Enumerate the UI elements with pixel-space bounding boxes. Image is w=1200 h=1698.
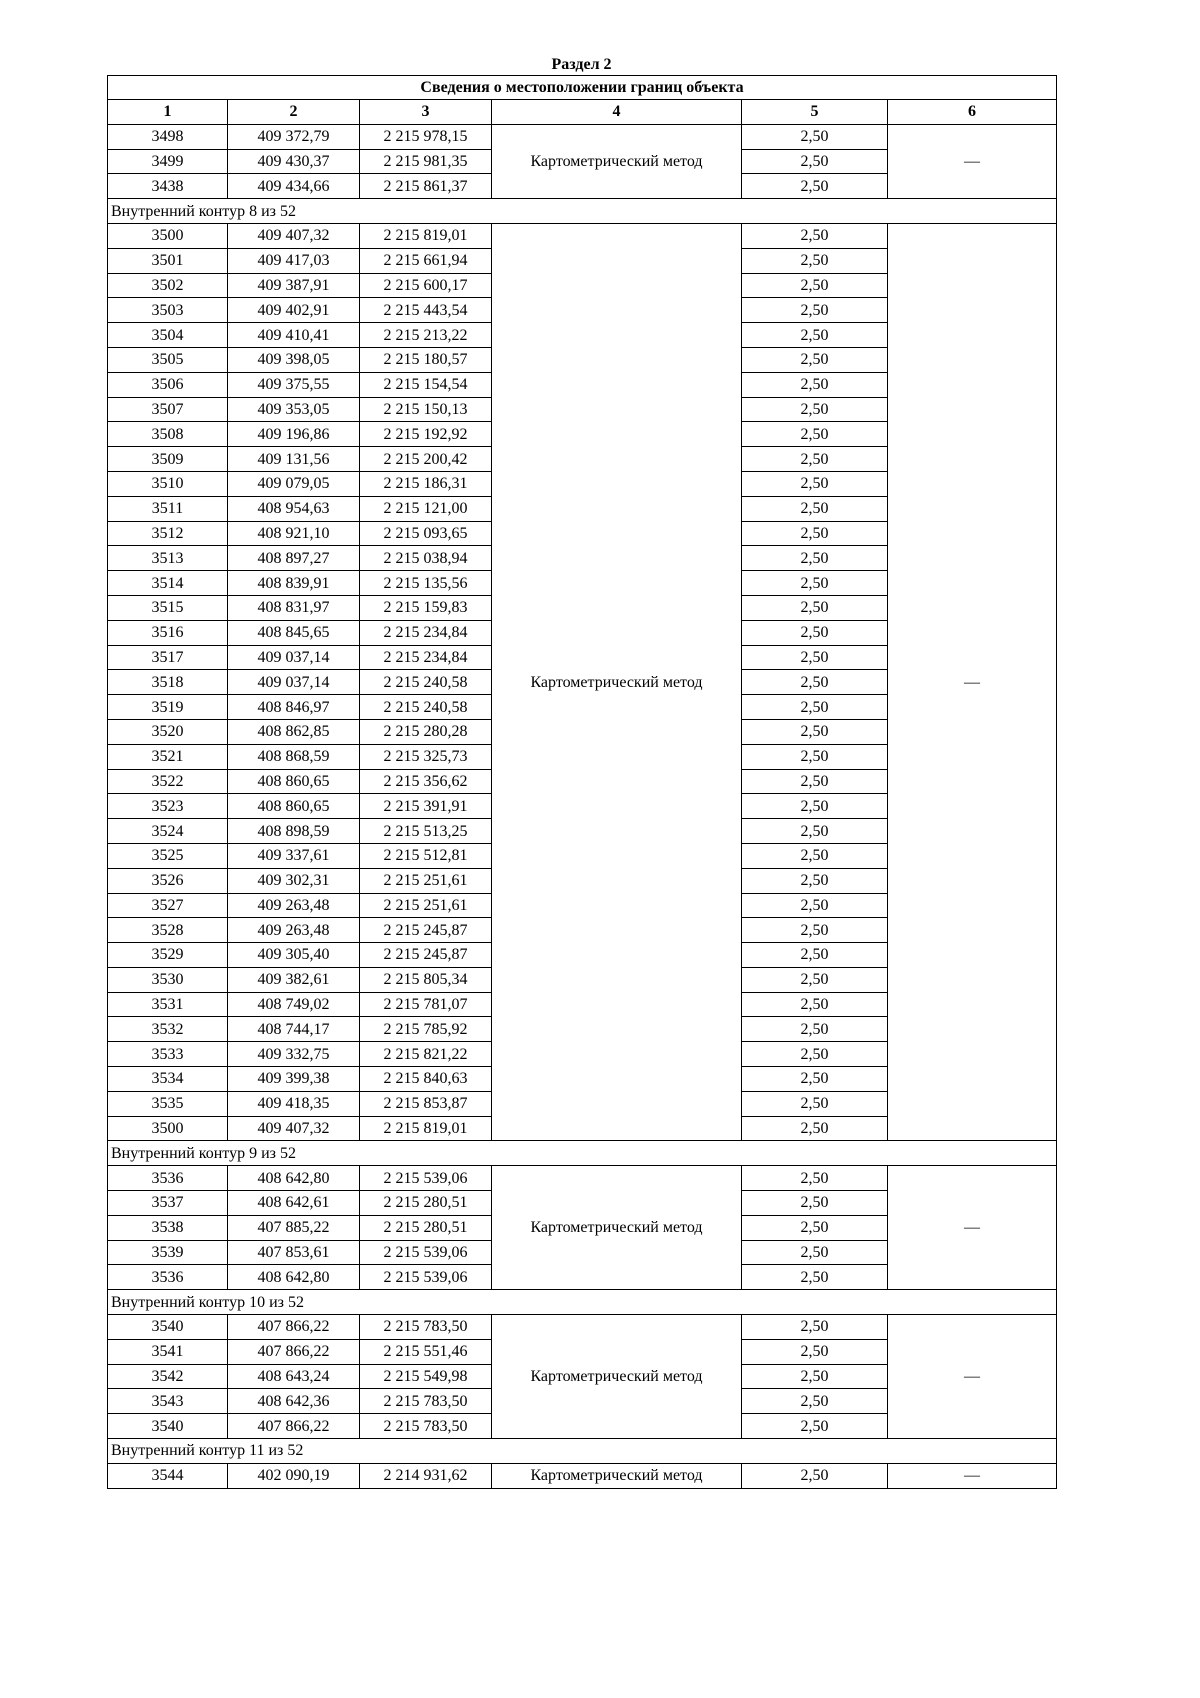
- point-number-cell: 3542: [108, 1364, 228, 1389]
- accuracy-cell: 2,50: [742, 918, 888, 943]
- point-number-cell: 3530: [108, 967, 228, 992]
- contour-label: Внутренний контур 10 из 52: [108, 1290, 1057, 1315]
- x-coordinate-cell: 409 434,66: [228, 174, 360, 199]
- x-coordinate-cell: 408 862,85: [228, 719, 360, 744]
- y-coordinate-cell: 2 215 121,00: [360, 496, 492, 521]
- point-number-cell: 3540: [108, 1315, 228, 1340]
- point-number-cell: 3501: [108, 248, 228, 273]
- accuracy-cell: 2,50: [742, 521, 888, 546]
- contour-header-row: [108, 1439, 1057, 1464]
- x-coordinate-cell: 408 831,97: [228, 595, 360, 620]
- point-number-cell: 3543: [108, 1389, 228, 1414]
- accuracy-cell: 2,50: [742, 670, 888, 695]
- x-coordinate-cell: 408 642,80: [228, 1166, 360, 1191]
- column-header: 4: [492, 100, 742, 125]
- column-header: 3: [360, 100, 492, 125]
- point-number-cell: 3527: [108, 893, 228, 918]
- y-coordinate-cell: 2 215 135,56: [360, 571, 492, 596]
- y-coordinate-cell: 2 215 539,06: [360, 1166, 492, 1191]
- contour-header-row: [108, 199, 1057, 224]
- point-number-cell: 3513: [108, 546, 228, 571]
- accuracy-cell: 2,50: [742, 769, 888, 794]
- accuracy-cell: 2,50: [742, 1414, 888, 1439]
- y-coordinate-cell: 2 215 240,58: [360, 695, 492, 720]
- point-number-cell: 3533: [108, 1042, 228, 1067]
- accuracy-cell: 2,50: [742, 422, 888, 447]
- x-coordinate-cell: 408 642,80: [228, 1265, 360, 1290]
- accuracy-cell: 2,50: [742, 1191, 888, 1216]
- accuracy-cell: 2,50: [742, 744, 888, 769]
- point-number-cell: 3506: [108, 372, 228, 397]
- table-header-row: [108, 100, 1057, 125]
- accuracy-cell: 2,50: [742, 323, 888, 348]
- x-coordinate-cell: 409 302,31: [228, 868, 360, 893]
- accuracy-cell: 2,50: [742, 819, 888, 844]
- x-coordinate-cell: 409 410,41: [228, 323, 360, 348]
- accuracy-cell: 2,50: [742, 174, 888, 199]
- x-coordinate-cell: 402 090,19: [228, 1463, 360, 1488]
- method-cell: Картометрический метод: [492, 124, 742, 198]
- y-coordinate-cell: 2 215 180,57: [360, 347, 492, 372]
- y-coordinate-cell: 2 215 539,06: [360, 1240, 492, 1265]
- y-coordinate-cell: 2 215 200,42: [360, 447, 492, 472]
- y-coordinate-cell: 2 215 240,58: [360, 670, 492, 695]
- y-coordinate-cell: 2 215 391,91: [360, 794, 492, 819]
- column-header: 6: [888, 100, 1057, 125]
- x-coordinate-cell: 409 305,40: [228, 943, 360, 968]
- accuracy-cell: 2,50: [742, 1091, 888, 1116]
- point-number-cell: 3498: [108, 124, 228, 149]
- method-cell: Картометрический метод: [492, 1166, 742, 1290]
- point-number-cell: 3503: [108, 298, 228, 323]
- point-number-cell: 3534: [108, 1067, 228, 1092]
- point-number-cell: 3514: [108, 571, 228, 596]
- column-header: 5: [742, 100, 888, 125]
- x-coordinate-cell: 408 642,61: [228, 1191, 360, 1216]
- point-number-cell: 3528: [108, 918, 228, 943]
- accuracy-cell: 2,50: [742, 645, 888, 670]
- accuracy-cell: 2,50: [742, 1315, 888, 1340]
- y-coordinate-cell: 2 215 805,34: [360, 967, 492, 992]
- point-number-cell: 3502: [108, 273, 228, 298]
- accuracy-cell: 2,50: [742, 843, 888, 868]
- x-coordinate-cell: 409 131,56: [228, 447, 360, 472]
- x-coordinate-cell: 407 866,22: [228, 1315, 360, 1340]
- y-coordinate-cell: 2 214 931,62: [360, 1463, 492, 1488]
- point-number-cell: 3438: [108, 174, 228, 199]
- y-coordinate-cell: 2 215 245,87: [360, 943, 492, 968]
- table-row: [108, 124, 1057, 149]
- accuracy-cell: 2,50: [742, 1116, 888, 1141]
- y-coordinate-cell: 2 215 234,84: [360, 620, 492, 645]
- y-coordinate-cell: 2 215 513,25: [360, 819, 492, 844]
- y-coordinate-cell: 2 215 783,50: [360, 1389, 492, 1414]
- x-coordinate-cell: 409 079,05: [228, 471, 360, 496]
- method-cell: Картометрический метод: [492, 223, 742, 1140]
- accuracy-cell: 2,50: [742, 124, 888, 149]
- x-coordinate-cell: 408 868,59: [228, 744, 360, 769]
- x-coordinate-cell: 408 744,17: [228, 1017, 360, 1042]
- y-coordinate-cell: 2 215 280,51: [360, 1191, 492, 1216]
- y-coordinate-cell: 2 215 186,31: [360, 471, 492, 496]
- point-number-cell: 3536: [108, 1166, 228, 1191]
- accuracy-cell: 2,50: [742, 620, 888, 645]
- accuracy-cell: 2,50: [742, 149, 888, 174]
- x-coordinate-cell: 407 885,22: [228, 1215, 360, 1240]
- x-coordinate-cell: 408 643,24: [228, 1364, 360, 1389]
- accuracy-cell: 2,50: [742, 1042, 888, 1067]
- y-coordinate-cell: 2 215 251,61: [360, 868, 492, 893]
- x-coordinate-cell: 409 372,79: [228, 124, 360, 149]
- y-coordinate-cell: 2 215 280,51: [360, 1215, 492, 1240]
- accuracy-cell: 2,50: [742, 248, 888, 273]
- column-header: 1: [108, 100, 228, 125]
- accuracy-cell: 2,50: [742, 1067, 888, 1092]
- x-coordinate-cell: 409 387,91: [228, 273, 360, 298]
- x-coordinate-cell: 409 263,48: [228, 893, 360, 918]
- y-coordinate-cell: 2 215 819,01: [360, 1116, 492, 1141]
- accuracy-cell: 2,50: [742, 695, 888, 720]
- description-cell: —: [888, 223, 1057, 1140]
- contour-label: Внутренний контур 8 из 52: [108, 199, 1057, 224]
- x-coordinate-cell: 409 375,55: [228, 372, 360, 397]
- accuracy-cell: 2,50: [742, 992, 888, 1017]
- point-number-cell: 3523: [108, 794, 228, 819]
- x-coordinate-cell: 409 398,05: [228, 347, 360, 372]
- y-coordinate-cell: 2 215 443,54: [360, 298, 492, 323]
- table-caption: Сведения о местоположении границ объекта: [108, 76, 1057, 100]
- accuracy-cell: 2,50: [742, 471, 888, 496]
- y-coordinate-cell: 2 215 093,65: [360, 521, 492, 546]
- y-coordinate-cell: 2 215 821,22: [360, 1042, 492, 1067]
- x-coordinate-cell: 407 853,61: [228, 1240, 360, 1265]
- x-coordinate-cell: 409 418,35: [228, 1091, 360, 1116]
- description-cell: —: [888, 1463, 1057, 1488]
- accuracy-cell: 2,50: [742, 1339, 888, 1364]
- description-cell: —: [888, 1315, 1057, 1439]
- y-coordinate-cell: 2 215 539,06: [360, 1265, 492, 1290]
- y-coordinate-cell: 2 215 213,22: [360, 323, 492, 348]
- point-number-cell: 3544: [108, 1463, 228, 1488]
- point-number-cell: 3541: [108, 1339, 228, 1364]
- accuracy-cell: 2,50: [742, 1017, 888, 1042]
- y-coordinate-cell: 2 215 853,87: [360, 1091, 492, 1116]
- x-coordinate-cell: 409 263,48: [228, 918, 360, 943]
- point-number-cell: 3509: [108, 447, 228, 472]
- accuracy-cell: 2,50: [742, 273, 888, 298]
- x-coordinate-cell: 409 332,75: [228, 1042, 360, 1067]
- accuracy-cell: 2,50: [742, 893, 888, 918]
- accuracy-cell: 2,50: [742, 571, 888, 596]
- point-number-cell: 3536: [108, 1265, 228, 1290]
- y-coordinate-cell: 2 215 356,62: [360, 769, 492, 794]
- description-cell: —: [888, 1166, 1057, 1290]
- method-cell: Картометрический метод: [492, 1463, 742, 1488]
- x-coordinate-cell: 409 196,86: [228, 422, 360, 447]
- accuracy-cell: 2,50: [742, 298, 888, 323]
- y-coordinate-cell: 2 215 251,61: [360, 893, 492, 918]
- y-coordinate-cell: 2 215 192,92: [360, 422, 492, 447]
- y-coordinate-cell: 2 215 600,17: [360, 273, 492, 298]
- accuracy-cell: 2,50: [742, 1215, 888, 1240]
- accuracy-cell: 2,50: [742, 447, 888, 472]
- y-coordinate-cell: 2 215 038,94: [360, 546, 492, 571]
- accuracy-cell: 2,50: [742, 967, 888, 992]
- point-number-cell: 3500: [108, 1116, 228, 1141]
- x-coordinate-cell: 409 430,37: [228, 149, 360, 174]
- point-number-cell: 3532: [108, 1017, 228, 1042]
- x-coordinate-cell: 408 845,65: [228, 620, 360, 645]
- accuracy-cell: 2,50: [742, 1389, 888, 1414]
- x-coordinate-cell: 409 037,14: [228, 670, 360, 695]
- y-coordinate-cell: 2 215 159,83: [360, 595, 492, 620]
- y-coordinate-cell: 2 215 661,94: [360, 248, 492, 273]
- description-cell: —: [888, 124, 1057, 198]
- point-number-cell: 3510: [108, 471, 228, 496]
- table-row: [108, 1315, 1057, 1340]
- point-number-cell: 3505: [108, 347, 228, 372]
- x-coordinate-cell: 408 898,59: [228, 819, 360, 844]
- x-coordinate-cell: 407 866,22: [228, 1339, 360, 1364]
- x-coordinate-cell: 408 860,65: [228, 769, 360, 794]
- y-coordinate-cell: 2 215 781,07: [360, 992, 492, 1017]
- accuracy-cell: 2,50: [742, 372, 888, 397]
- x-coordinate-cell: 409 037,14: [228, 645, 360, 670]
- accuracy-cell: 2,50: [742, 347, 888, 372]
- point-number-cell: 3540: [108, 1414, 228, 1439]
- column-header: 2: [228, 100, 360, 125]
- contour-label: Внутренний контур 9 из 52: [108, 1141, 1057, 1166]
- accuracy-cell: 2,50: [742, 1166, 888, 1191]
- accuracy-cell: 2,50: [742, 223, 888, 248]
- y-coordinate-cell: 2 215 325,73: [360, 744, 492, 769]
- point-number-cell: 3507: [108, 397, 228, 422]
- x-coordinate-cell: 408 860,65: [228, 794, 360, 819]
- point-number-cell: 3525: [108, 843, 228, 868]
- x-coordinate-cell: 408 642,36: [228, 1389, 360, 1414]
- table-row: [108, 1166, 1057, 1191]
- x-coordinate-cell: 409 402,91: [228, 298, 360, 323]
- y-coordinate-cell: 2 215 785,92: [360, 1017, 492, 1042]
- x-coordinate-cell: 409 417,03: [228, 248, 360, 273]
- table-row: [108, 1463, 1057, 1488]
- x-coordinate-cell: 409 399,38: [228, 1067, 360, 1092]
- accuracy-cell: 2,50: [742, 1265, 888, 1290]
- point-number-cell: 3500: [108, 223, 228, 248]
- x-coordinate-cell: 407 866,22: [228, 1414, 360, 1439]
- table-row: [108, 223, 1057, 248]
- point-number-cell: 3504: [108, 323, 228, 348]
- point-number-cell: 3520: [108, 719, 228, 744]
- y-coordinate-cell: 2 215 981,35: [360, 149, 492, 174]
- section-title: Раздел 2: [551, 56, 612, 73]
- y-coordinate-cell: 2 215 978,15: [360, 124, 492, 149]
- x-coordinate-cell: 408 839,91: [228, 571, 360, 596]
- y-coordinate-cell: 2 215 840,63: [360, 1067, 492, 1092]
- x-coordinate-cell: 408 897,27: [228, 546, 360, 571]
- point-number-cell: 3529: [108, 943, 228, 968]
- point-number-cell: 3524: [108, 819, 228, 844]
- y-coordinate-cell: 2 215 234,84: [360, 645, 492, 670]
- table-caption-row: [108, 76, 1057, 100]
- y-coordinate-cell: 2 215 819,01: [360, 223, 492, 248]
- x-coordinate-cell: 409 407,32: [228, 223, 360, 248]
- point-number-cell: 3535: [108, 1091, 228, 1116]
- point-number-cell: 3526: [108, 868, 228, 893]
- y-coordinate-cell: 2 215 783,50: [360, 1414, 492, 1439]
- accuracy-cell: 2,50: [742, 1364, 888, 1389]
- accuracy-cell: 2,50: [742, 595, 888, 620]
- y-coordinate-cell: 2 215 154,54: [360, 372, 492, 397]
- contour-header-row: [108, 1290, 1057, 1315]
- contour-label: Внутренний контур 11 из 52: [108, 1439, 1057, 1464]
- point-number-cell: 3537: [108, 1191, 228, 1216]
- contour-header-row: [108, 1141, 1057, 1166]
- y-coordinate-cell: 2 215 245,87: [360, 918, 492, 943]
- point-number-cell: 3499: [108, 149, 228, 174]
- accuracy-cell: 2,50: [742, 496, 888, 521]
- x-coordinate-cell: 409 337,61: [228, 843, 360, 868]
- point-number-cell: 3538: [108, 1215, 228, 1240]
- x-coordinate-cell: 408 749,02: [228, 992, 360, 1017]
- point-number-cell: 3539: [108, 1240, 228, 1265]
- x-coordinate-cell: 409 353,05: [228, 397, 360, 422]
- accuracy-cell: 2,50: [742, 943, 888, 968]
- accuracy-cell: 2,50: [742, 397, 888, 422]
- point-number-cell: 3522: [108, 769, 228, 794]
- y-coordinate-cell: 2 215 551,46: [360, 1339, 492, 1364]
- point-number-cell: 3511: [108, 496, 228, 521]
- point-number-cell: 3516: [108, 620, 228, 645]
- point-number-cell: 3518: [108, 670, 228, 695]
- point-number-cell: 3508: [108, 422, 228, 447]
- y-coordinate-cell: 2 215 280,28: [360, 719, 492, 744]
- accuracy-cell: 2,50: [742, 1463, 888, 1488]
- x-coordinate-cell: 408 846,97: [228, 695, 360, 720]
- accuracy-cell: 2,50: [742, 794, 888, 819]
- point-number-cell: 3519: [108, 695, 228, 720]
- method-cell: Картометрический метод: [492, 1315, 742, 1439]
- x-coordinate-cell: 408 954,63: [228, 496, 360, 521]
- y-coordinate-cell: 2 215 150,13: [360, 397, 492, 422]
- boundary-coordinates-table: [107, 75, 1057, 1489]
- y-coordinate-cell: 2 215 783,50: [360, 1315, 492, 1340]
- accuracy-cell: 2,50: [742, 1240, 888, 1265]
- accuracy-cell: 2,50: [742, 868, 888, 893]
- point-number-cell: 3512: [108, 521, 228, 546]
- point-number-cell: 3517: [108, 645, 228, 670]
- accuracy-cell: 2,50: [742, 719, 888, 744]
- accuracy-cell: 2,50: [742, 546, 888, 571]
- point-number-cell: 3521: [108, 744, 228, 769]
- point-number-cell: 3515: [108, 595, 228, 620]
- x-coordinate-cell: 408 921,10: [228, 521, 360, 546]
- point-number-cell: 3531: [108, 992, 228, 1017]
- y-coordinate-cell: 2 215 549,98: [360, 1364, 492, 1389]
- x-coordinate-cell: 409 407,32: [228, 1116, 360, 1141]
- y-coordinate-cell: 2 215 512,81: [360, 843, 492, 868]
- y-coordinate-cell: 2 215 861,37: [360, 174, 492, 199]
- x-coordinate-cell: 409 382,61: [228, 967, 360, 992]
